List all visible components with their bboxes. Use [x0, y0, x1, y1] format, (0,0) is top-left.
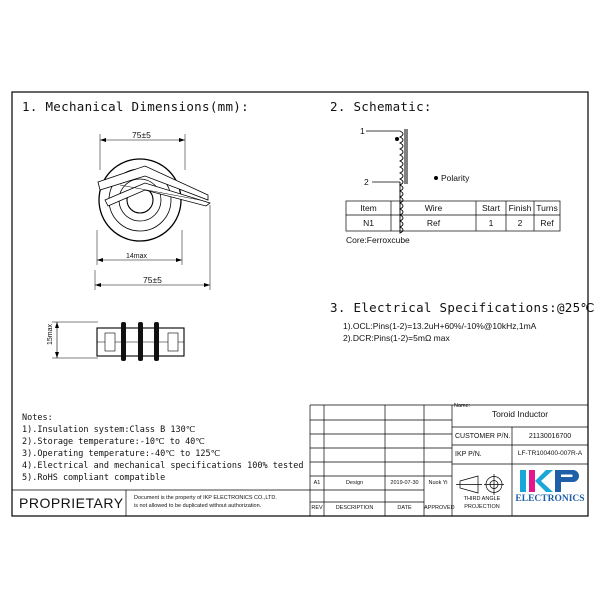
table-header-finish: Finish	[508, 203, 532, 213]
table-header-item: Item	[360, 203, 377, 213]
note-item: 2).Storage temperature:-10℃ to 40℃	[22, 437, 205, 447]
rev-header-date: DATE	[397, 505, 412, 511]
winding-band	[138, 322, 143, 361]
rev-row-description: Design	[345, 480, 364, 486]
projection-symbol	[456, 474, 504, 495]
polarity-dot	[395, 137, 399, 141]
projection-label-1: THIRD ANGLE	[463, 496, 501, 502]
rev-row-rev: A1	[313, 480, 321, 486]
spec-ocl: 1).OCL:Pins(1-2)=13.2uH+60%/-10%@10kHz,1mA	[343, 321, 537, 331]
part-name: Toroid Inductor	[491, 409, 549, 419]
winding-band	[154, 322, 159, 361]
rev-header-description: DESCRIPTION	[335, 505, 374, 511]
table-cell-wire: Ref	[426, 218, 441, 228]
table-cell-item: N1	[363, 218, 374, 228]
customer-pn-value: 21130016700	[528, 433, 572, 440]
dim-inner-width: 14max	[126, 253, 148, 260]
note-item: 1).Insulation system:Class B 130℃	[22, 425, 196, 435]
rev-row-date: 2019-07-30	[390, 480, 419, 486]
toroid-top-view	[95, 134, 210, 290]
note-item: 3).Operating temperature:-40℃ to 125℃	[22, 449, 221, 459]
name-caption: Name:	[454, 403, 471, 409]
rev-row-approved: Nuok Yi	[428, 480, 448, 486]
table-cell-turns: Ref	[540, 218, 554, 228]
ikp-pn-label: IKP P/N.	[455, 451, 482, 458]
dim-bottom-width: 75±5	[143, 275, 162, 285]
table-header-start: Start	[482, 203, 500, 213]
disclaimer-line-1: Document is the property of IKP ELECTRONICS CO.,LTD.	[134, 495, 277, 501]
toroid-side-view	[52, 322, 184, 361]
notes-title: Notes:	[22, 413, 53, 423]
dim-top-width: 75±5	[132, 130, 151, 140]
mechanical-title: 1. Mechanical Dimensions(mm):	[22, 99, 249, 114]
pin-2-label: 2	[364, 177, 369, 187]
polarity-dot-legend	[434, 176, 438, 180]
rev-header-rev: REV	[311, 505, 323, 511]
rev-header-approved: APPROVED	[424, 505, 455, 511]
electrical-title: 3. Electrical Specifications:@25℃	[330, 300, 595, 315]
projection-label-2: PROJECTION	[464, 504, 500, 510]
polarity-label: Polarity	[441, 173, 470, 183]
coil	[400, 131, 403, 233]
dim-height: 15max	[47, 323, 54, 345]
disclaimer-line-2: is not allowed to be duplicated without authorization.	[134, 503, 262, 509]
customer-pn-label: CUSTOMER P/N.	[455, 433, 511, 440]
table-header-turns: Turns	[536, 203, 558, 213]
proprietary-label: PROPRIETARY	[19, 495, 124, 511]
table-cell-finish: 2	[517, 218, 523, 228]
ikp-pn-value: LF-TR100400-007R-A	[517, 450, 583, 457]
note-item: 4).Electrical and mechanical specifications 100% tested	[22, 461, 304, 471]
schematic-title: 2. Schematic:	[330, 99, 432, 114]
logo-subtitle: ELECTRONICS	[515, 494, 585, 504]
spec-dcr: 2).DCR:Pins(1-2)=5mΩ max	[343, 333, 450, 343]
core-material: Core:Ferroxcube	[346, 235, 410, 245]
pin-1-label: 1	[360, 126, 365, 136]
table-header-wire: Wire	[424, 203, 443, 213]
winding-band	[121, 322, 126, 361]
table-cell-start: 1	[488, 218, 494, 228]
note-item: 5).RoHS compliant compatible	[22, 473, 166, 483]
ikp-logo-mark	[520, 470, 579, 492]
